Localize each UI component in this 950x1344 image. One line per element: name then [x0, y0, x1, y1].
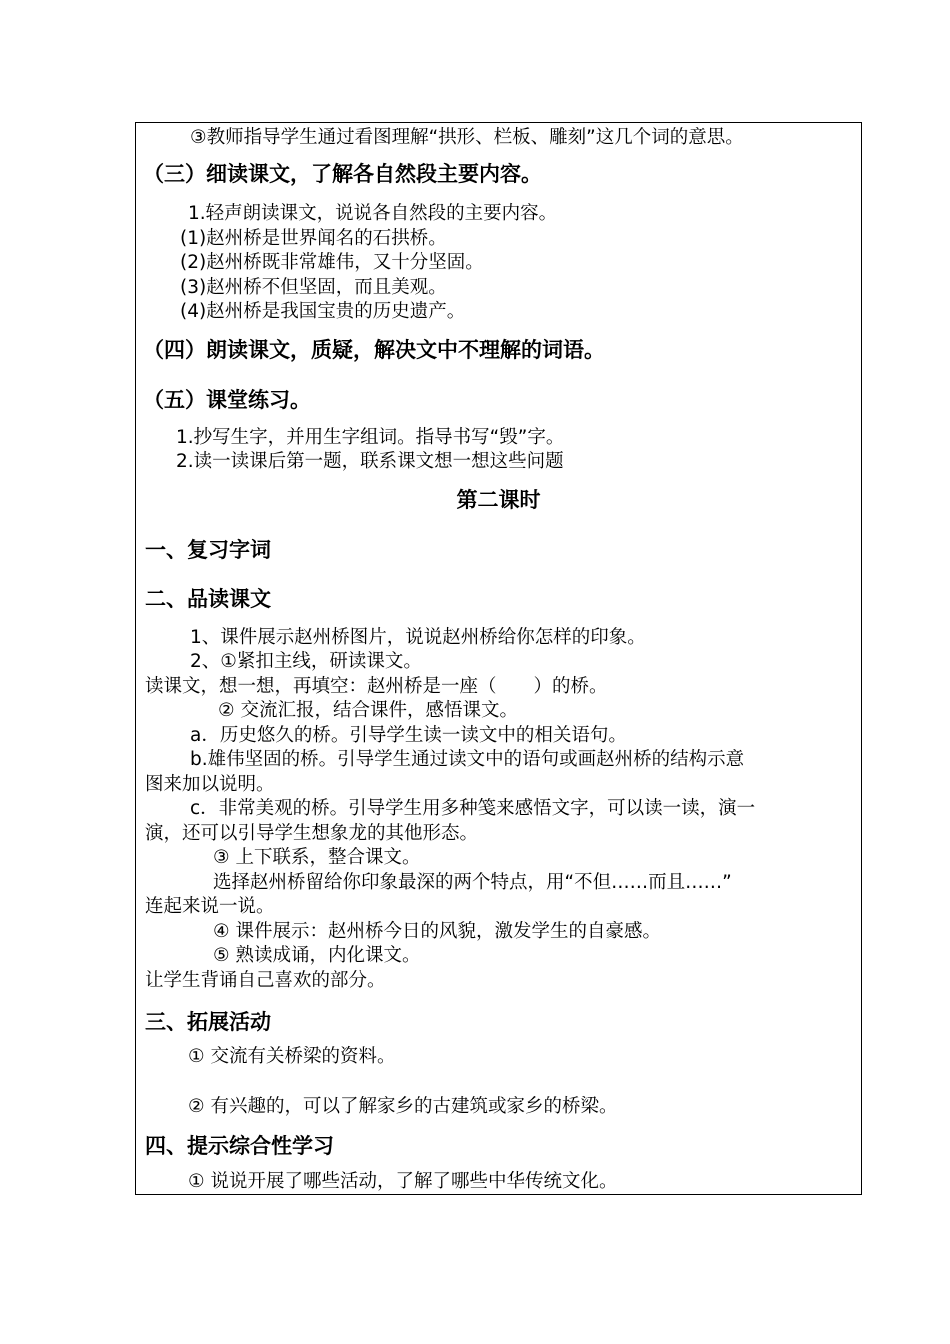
text-line: ③教师指导学生通过看图理解“拱形、栏板、雕刻”这几个词的意思。 [190, 127, 744, 148]
text-line: ② 有兴趣的，可以了解家乡的古建筑或家乡的桥梁。 [188, 1096, 618, 1117]
text-line: 1、课件展示赵州桥图片，说说赵州桥给你怎样的印象。 [190, 627, 646, 648]
section-heading: 三、拓展活动 [145, 1010, 271, 1034]
section-heading: （四）朗读课文，质疑，解决文中不理解的词语。 [143, 338, 605, 362]
text-line: ③ 上下联系，整合课文。 [213, 847, 421, 868]
text-line: ⑤ 熟读成诵，内化课文。 [213, 945, 421, 966]
text-line: 图来加以说明。 [145, 774, 275, 795]
text-line: ② 交流汇报，结合课件，感悟课文。 [218, 700, 518, 721]
text-line: 演，还可以引导学生想象龙的其他形态。 [145, 823, 479, 844]
section-heading: 一、复习字词 [145, 538, 271, 562]
section-heading: 二、品读课文 [145, 587, 271, 611]
text-line: a．历史悠久的桥。引导学生读一读文中的相关语句。 [190, 725, 627, 746]
text-line: ① 交流有关桥梁的资料。 [188, 1046, 396, 1067]
section-heading: 四、提示综合性学习 [145, 1134, 334, 1158]
text-line: ④ 课件展示：赵州桥今日的风貌，激发学生的自豪感。 [213, 921, 661, 942]
text-line: 1.轻声朗读课文，说说各自然段的主要内容。 [188, 203, 558, 224]
list-item: (2)赵州桥既非常雄伟，又十分坚固。 [180, 252, 484, 273]
text-line: 读课文，想一想，再填空：赵州桥是一座（ ）的桥。 [145, 676, 608, 697]
text-line: 选择赵州桥留给你印象最深的两个特点，用“不但……而且……” [213, 872, 732, 893]
list-item: (3)赵州桥不但坚固，而且美观。 [180, 277, 447, 298]
text-line: b.雄伟坚固的桥。引导学生通过读文中的语句或画赵州桥的结构示意 [190, 749, 745, 770]
text-line: 1.抄写生字，并用生字组词。指导书写“毁”字。 [176, 427, 565, 448]
text-line: 连起来说一说。 [145, 896, 275, 917]
lesson-title: 第二课时 [456, 488, 541, 512]
text-line: 让学生背诵自己喜欢的部分。 [145, 970, 386, 991]
section-heading: （三）细读课文，了解各自然段主要内容。 [143, 162, 542, 186]
text-line: 2、①紧扣主线，研读课文。 [190, 651, 422, 672]
list-item: (4)赵州桥是我国宝贵的历史遗产。 [180, 301, 466, 322]
list-item: (1)赵州桥是世界闻名的石拱桥。 [180, 228, 447, 249]
text-line: ① 说说开展了哪些活动，了解了哪些中华传统文化。 [188, 1171, 618, 1192]
text-line: 2.读一读课后第一题，联系课文想一想这些问题 [176, 451, 564, 472]
text-line: c．非常美观的桥。引导学生用多种笺来感悟文字，可以读一读，演一 [190, 798, 756, 819]
section-heading: （五）课堂练习。 [143, 388, 311, 412]
